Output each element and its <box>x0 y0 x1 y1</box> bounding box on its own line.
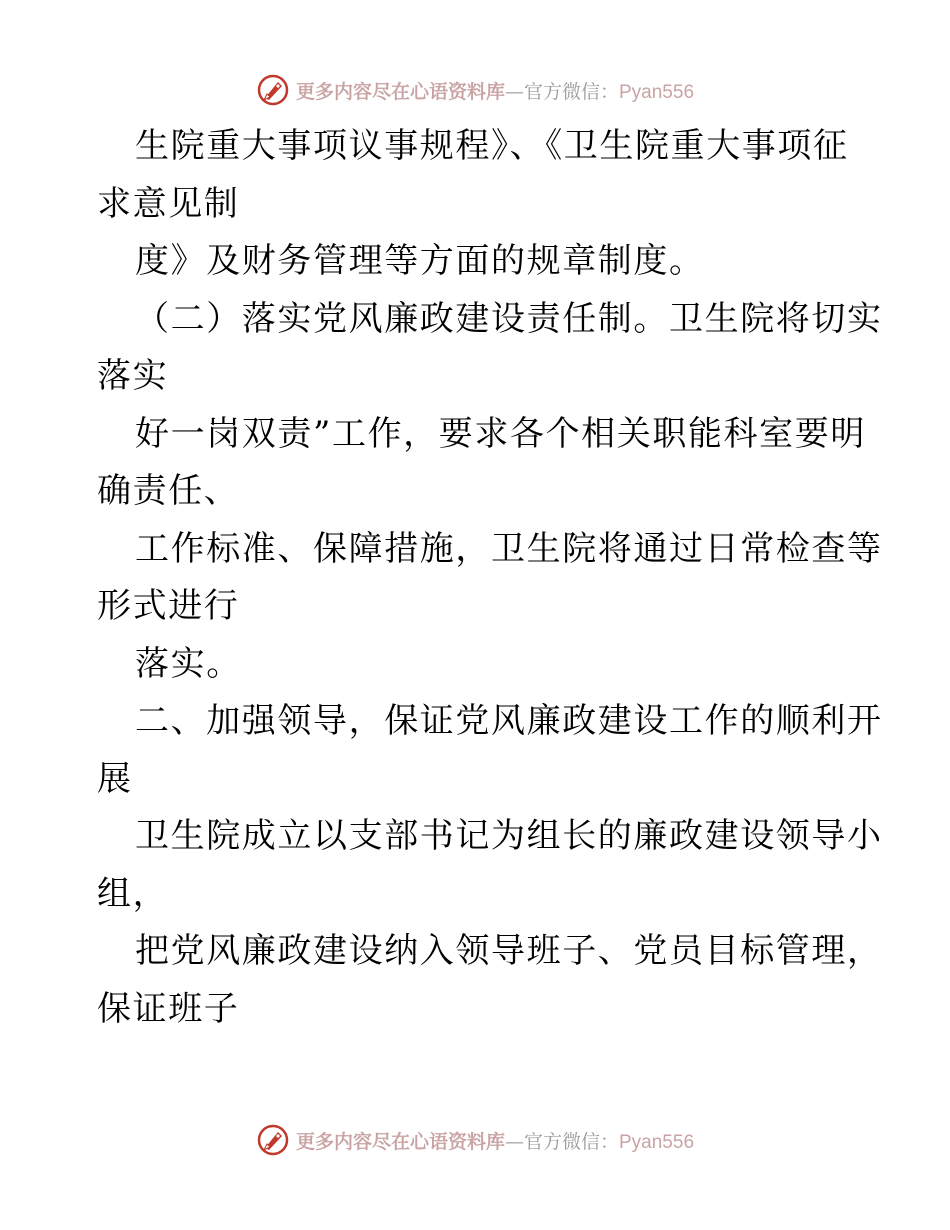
text-line: 好一岗双责”工作，要求各个相关职能科室要明 <box>135 413 866 454</box>
text-line: 度》及财务管理等方面的规章制度。 <box>135 241 705 281</box>
text-line: 求意见制 <box>97 183 240 224</box>
watermark-separator: — <box>504 1130 524 1153</box>
watermark-text <box>296 77 694 104</box>
text-line: 确责任、 <box>97 471 240 511</box>
pen-nib-circle-icon <box>256 73 290 107</box>
text-line: 生院重大事项议事规程》、《卫生院重大事项征 <box>135 126 849 166</box>
text-line: 卫生院成立以支部书记为组长的廉政建设领导小 <box>135 816 883 856</box>
text-line: 落实。 <box>135 643 242 684</box>
text-line: 形式进行 <box>97 586 240 626</box>
text-line: 二、加强领导，保证党风廉政建设工作的顺利开 <box>135 701 883 741</box>
text-line: 保证班子 <box>97 988 240 1029</box>
footer-watermark <box>0 1120 950 1160</box>
text-line: （二）落实党风廉政建设责任制。卫生院将切实 <box>135 298 883 339</box>
watermark-id: Pyan556 <box>619 1131 695 1153</box>
text-line: 工作标准、保障措施，卫生院将通过日常检查等 <box>135 528 883 569</box>
watermark-site: 更多内容尽在心语资料库 <box>295 1130 505 1153</box>
pen-nib-circle-icon <box>256 1123 290 1157</box>
header-watermark <box>0 70 950 110</box>
watermark-id: Pyan556 <box>619 81 695 103</box>
watermark-label: 官方微信： <box>523 80 619 103</box>
text-line: 展 <box>97 758 133 799</box>
text-line: 组， <box>97 873 169 914</box>
watermark-site: 更多内容尽在心语资料库 <box>295 80 505 103</box>
text-line: 把党风廉政建设纳入领导班子、党员目标管理， <box>135 931 883 971</box>
watermark-separator: — <box>504 80 524 103</box>
watermark-text <box>296 1127 694 1154</box>
watermark-label: 官方微信： <box>523 1130 619 1153</box>
document-body <box>97 118 883 1038</box>
text-line: 落实 <box>97 356 169 396</box>
